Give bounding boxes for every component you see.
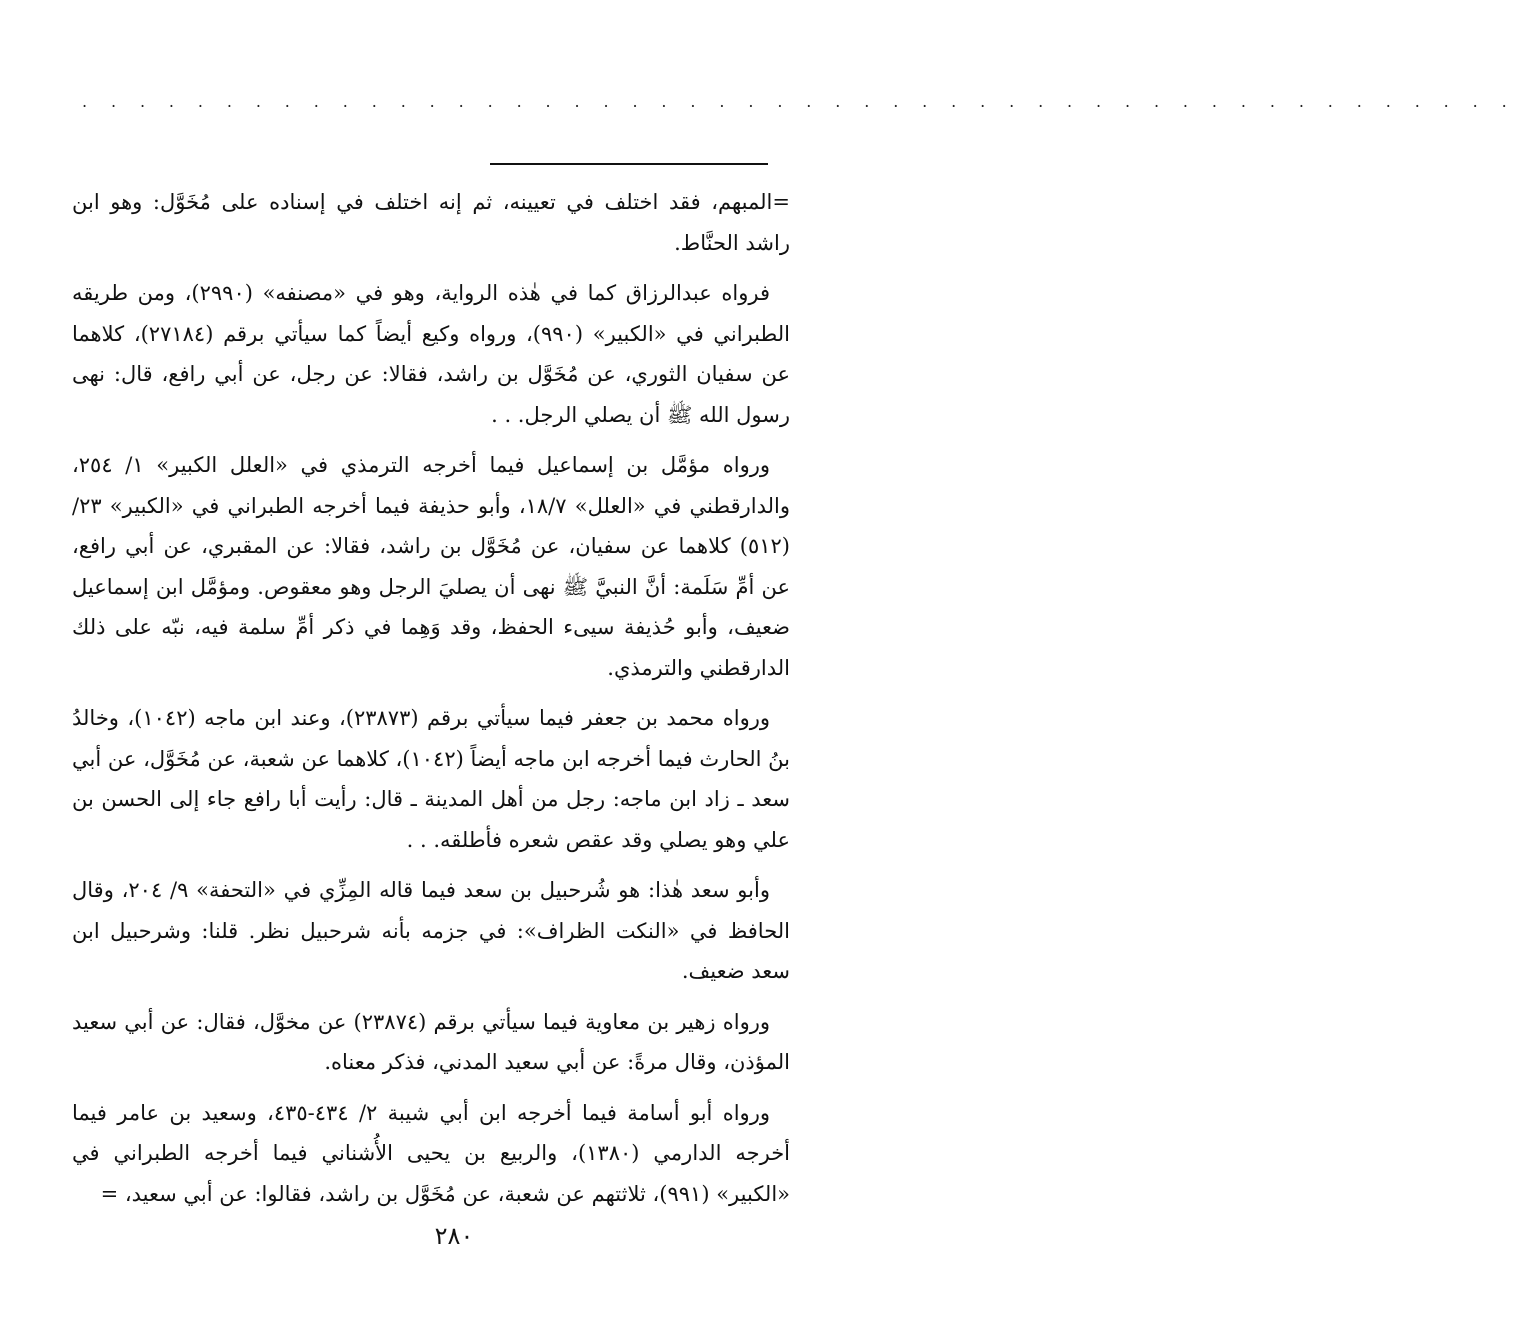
paragraph: =المبهم، فقد اختلف في تعيينه، ثم إنه اختلف في إسناده على مُخَوَّل: وهو ابن راشد الحنَّاط. [72,190,790,255]
paragraph: ورواه محمد بن جعفر فيما سيأتي برقم (٢٣٨٧٣)، وعند ابن ماجه (١٠٤٢)، وخالدُ بنُ الحارث فيما أخرجه ابن ماجه أيضاً (١٠٤٢)، كلاهما عن شعبة، عن مُخَوَّل، عن أبي سعد ـ زاد ابن ماجه: رجل من أهل المدينة ـ قال: رأيت أبا رافع جاء إلى الحسن بن علي وهو يصلي وقد عقص شعره فأطلقه. . . [72,706,791,852]
paragraph: ورواه مؤمَّل بن إسماعيل فيما أخرجه الترمذي في «العلل الكبير» ١/ ٢٥٤، والدارقطني في «العلل» ١٨/٧، وأبو حذيفة فيما أخرجه الطبراني في «الكبير» ٢٣/ (٥١٢) كلاهما عن سفيان، عن مُخَوَّل بن راشد، فقالا: عن المقبري، عن أبي رافع، عن أمِّ سَلَمة: أنَّ النبيَّ ﷺ نهى أن يصليَ الرجل وهو معقوص. ومؤمَّل ابن إسماعيل ضعيف، وأبو حُذيفة سيىء الحفظ، وقد وَهِما في ذكر أمِّ سلمة فيه، نبّه على ذلك الدارقطني والترمذي. [72,453,790,680]
page-number: ٢٨٠ [434,1222,474,1250]
footnote-text [72,182,790,1224]
paragraph: وأبو سعد هٰذا: هو شُرحبيل بن سعد فيما قاله المِزِّي في «التحفة» ٩/ ٢٠٤، وقال الحافظ في «النكت الظراف»: في جزمه بأنه شرحبيل نظر. قلنا: وشرحبيل ابن سعد ضعيف. [72,878,790,983]
footnote-rule [490,163,768,165]
separator-dots: . . . . . . . . . . . . . . . . . . . . . . . . . . . . . . . . . . . . . . . . . . . . . . . . . . [82,92,1516,111]
paragraph: فرواه عبدالرزاق كما في هٰذه الرواية، وهو في «مصنفه» (٢٩٩٠)، ومن طريقه الطبراني في «الكبير» (٩٩٠)، ورواه وكيع أيضاً كما سيأتي برقم (٢٧١٨٤)، كلاهما عن سفيان الثوري، عن مُخَوَّل بن راشد، فقالا: عن رجل، عن أبي رافع، قال: نهى رسول الله ﷺ أن يصلي الرجل. . . [72,281,790,427]
paragraph: ورواه زهير بن معاوية فيما سيأتي برقم (٢٣٨٧٤) عن مخوَّل، فقال: عن أبي سعيد المؤذن، وقال مرةً: عن أبي سعيد المدني، فذكر معناه. [72,1009,790,1074]
paragraph: ورواه أبو أسامة فيما أخرجه ابن أبي شيبة ٢/ ٤٣٤-٤٣٥، وسعيد بن عامر فيما أخرجه الدارمي (١٣٨٠)، والربيع بن يحيى الأُشناني فيما أخرجه الطبراني في «الكبير» (٩٩١)، ثلاثتهم عن شعبة، عن مُخَوَّل بن راشد، فقالوا: عن أبي سعيد، = [72,1100,791,1206]
